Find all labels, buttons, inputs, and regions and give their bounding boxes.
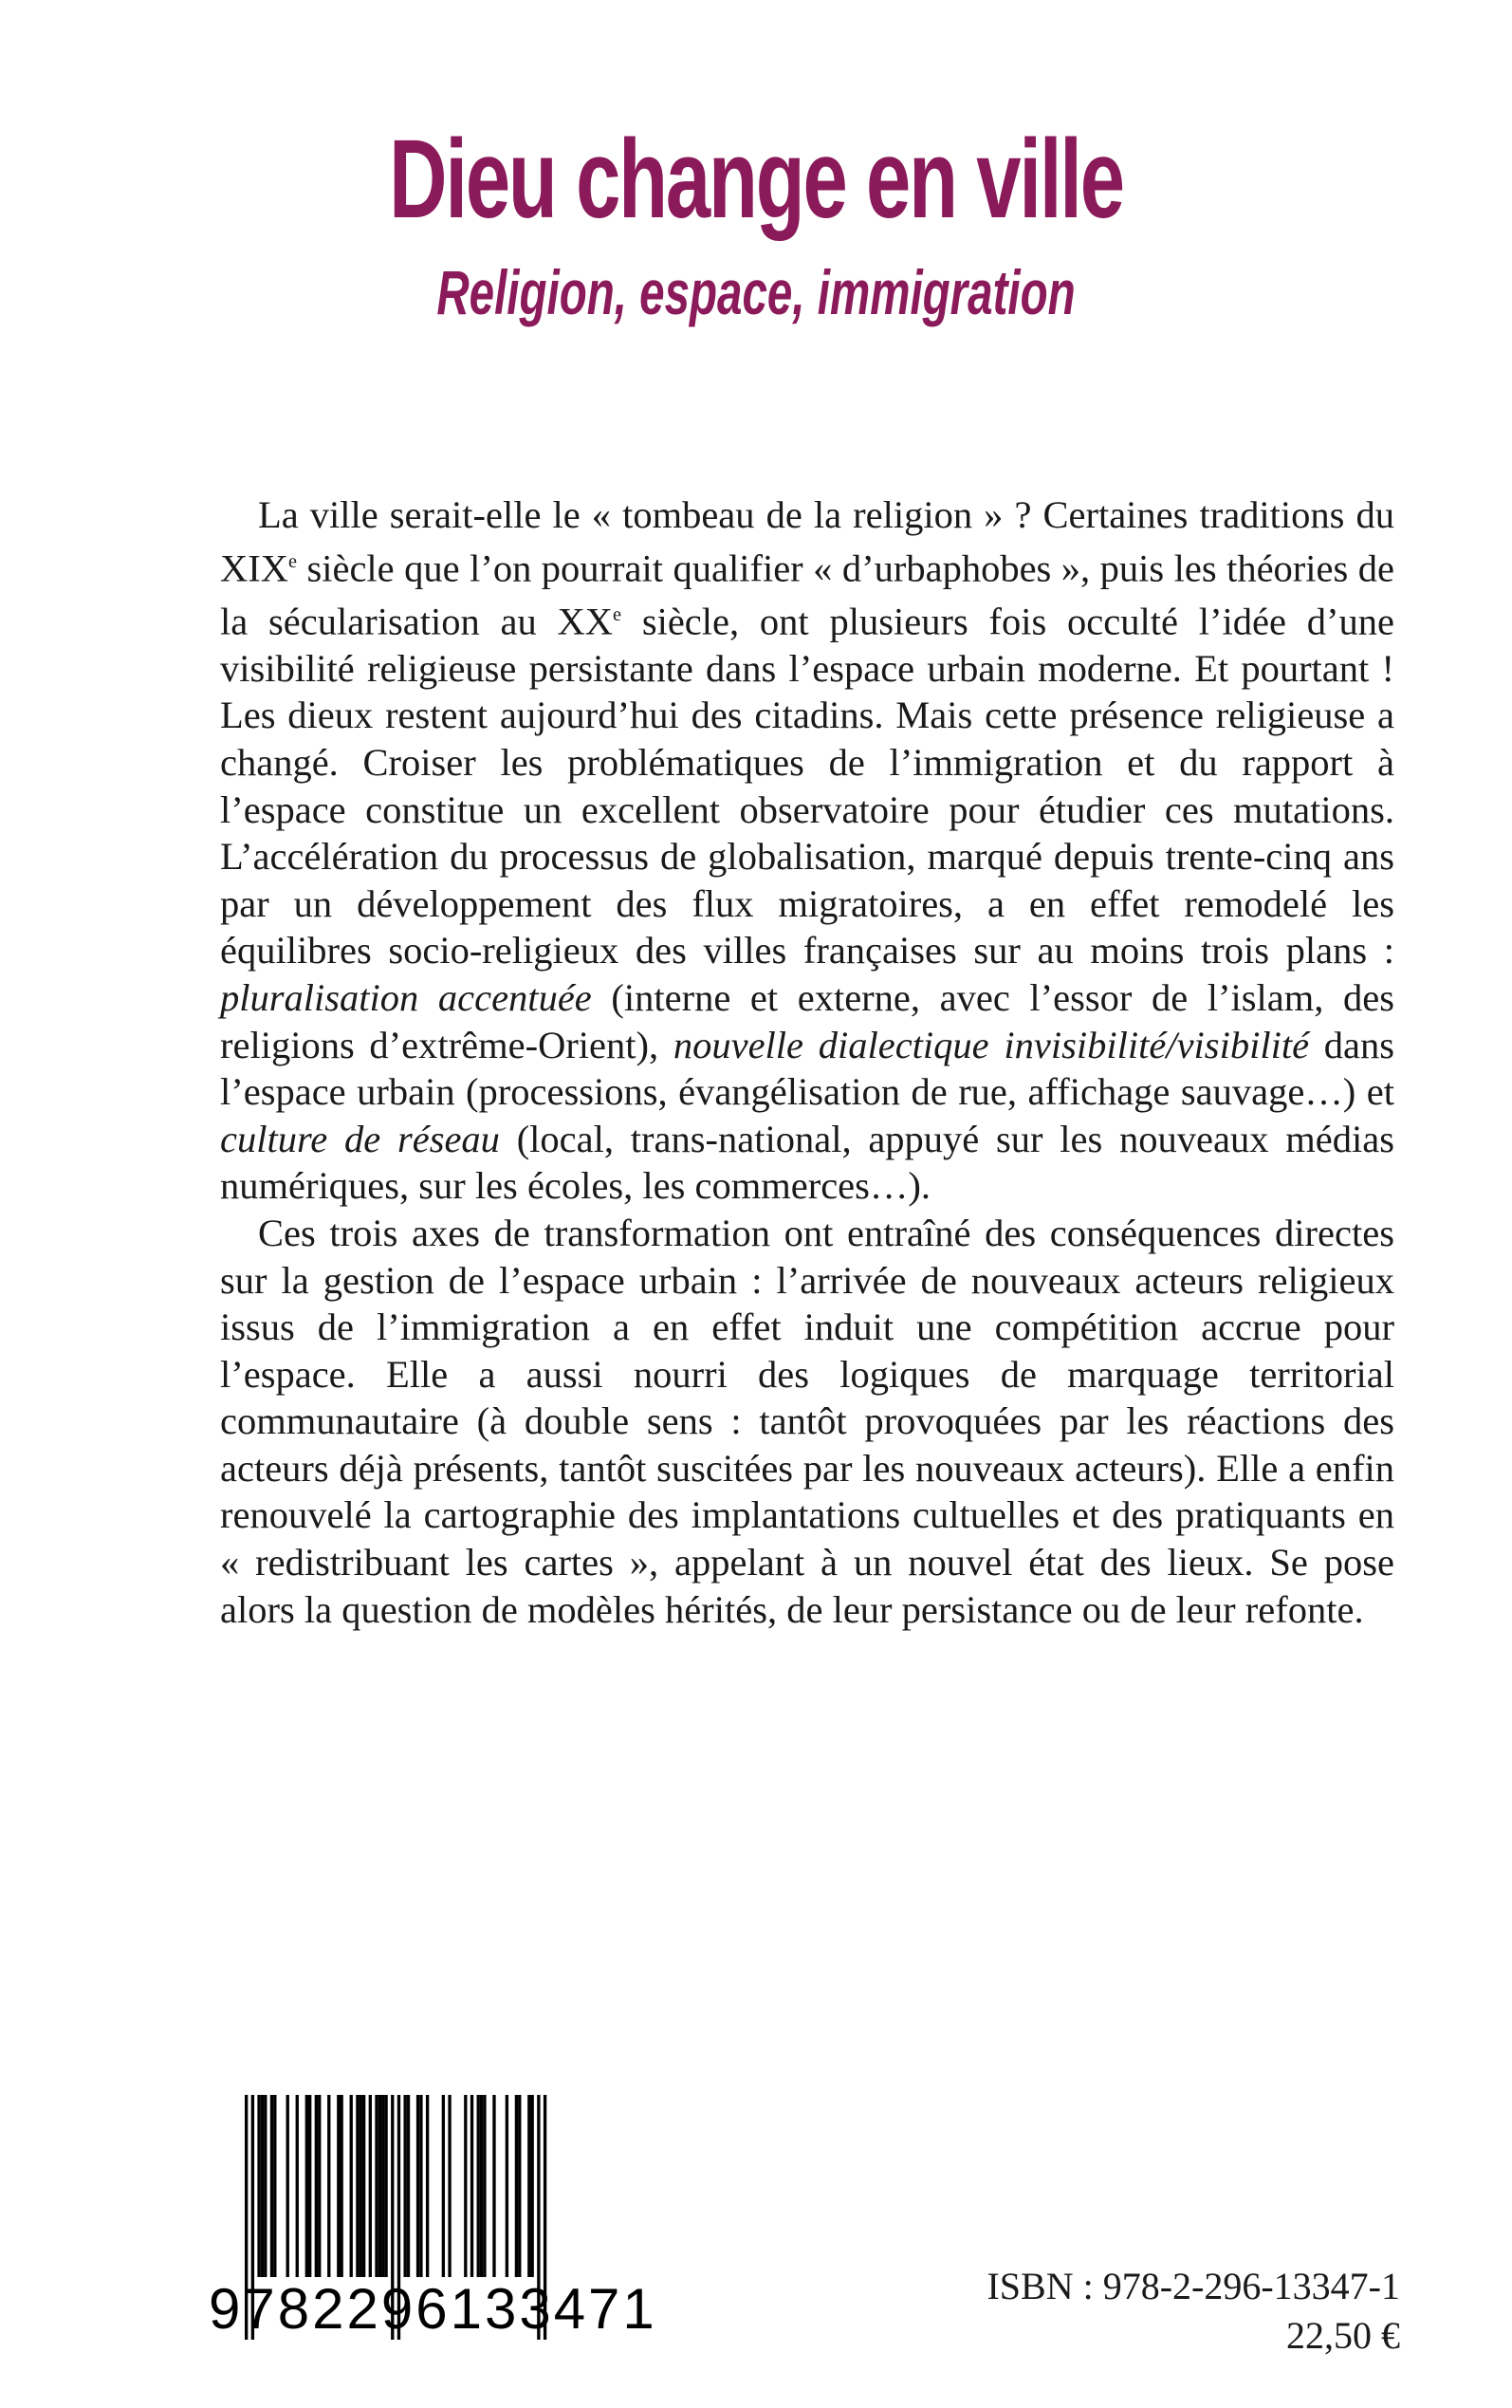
barcode-bar: [318, 2095, 321, 2277]
barcode-bar: [448, 2095, 451, 2277]
barcode-bar: [426, 2095, 429, 2277]
barcode-bar: [384, 2095, 387, 2277]
barcode-bar: [419, 2095, 422, 2277]
barcode-bar: [296, 2095, 299, 2277]
blurb-paragraph-2: Ces trois axes de transformation ont entraîné des conséquences directes sur la gestion de l’espace urbain : l’arrivée de nouveaux acteurs religieux issus de l’immigration a en effet induit une compétition accrue pour l’espace. Elle a aussi nourri des logiques de marquage territorial communautaire (à double sens : tantôt provoquées par les réactions des acteurs déjà présents, tantôt suscitées par les nouveaux acteurs). Elle a enfin renouvelé la cartographie des implantations cultuelles et des pratiquants en « redistribuant les cartes », appelant à un nouvel état des lieux. Se pose alors la question de modèles hérités, de leur persistance ou de leur refonte.: [220, 1211, 1394, 1631]
barcode-bar: [407, 2095, 410, 2277]
barcode-bar: [483, 2095, 486, 2277]
barcode-bar: [270, 2095, 273, 2277]
barcode-bar: [464, 2095, 467, 2277]
barcode-bar: [477, 2095, 480, 2277]
barcode-bar: [350, 2095, 353, 2277]
barcode-bar: [360, 2095, 362, 2277]
barcode-bar: [515, 2095, 518, 2277]
blurb-paragraph-1: La ville serait-elle le « tombeau de la religion » ? Certaines traditions du XIXe siècle que l’on pourrait qualifier « d’urbaphobes », puis les théories de la sécularisation au XXe siècle, ont plusieurs fois occulté l’idée d’une visibilité religieuse persistante dans l’espace urbain moderne. Et pourtant ! Les dieux restent aujourd’hui des citadins. Mais cette présence religieuse a changé. Croiser les problématiques de l’immigration et du rapport à l’espace constitue un excellent observatoire pour étudier ces mutations. L’accélération du processus de globalisation, marqué depuis trente-cinq ans par un développement des flux migratoires, a en effet remodelé les équilibres socio-religieux des villes françaises sur au moins trois plans : pluralisation accentuée (interne et externe, avec l’essor de l’islam, des religions d’extrême-Orient), nouvelle dialectique invisibilité/visibilité dans l’espace urbain (processions, évangélisation de rue, affichage sauvage…) et culture de réseau (local, trans-national, appuyé sur les nouveaux médias numériques, sur les écoles, les commerces…).: [220, 493, 1394, 1208]
barcode-bar: [375, 2095, 378, 2277]
barcode-bar: [286, 2095, 289, 2277]
barcode-bar: [381, 2095, 384, 2277]
barcode-digits: 9782296133471: [209, 2277, 657, 2341]
barcode-bar: [378, 2095, 381, 2277]
barcode-bar: [273, 2095, 276, 2277]
barcode-bar: [506, 2095, 508, 2277]
barcode-bar: [404, 2095, 407, 2277]
barcode-bar: [416, 2095, 419, 2277]
barcode-bar: [257, 2095, 260, 2277]
barcode-bar: [492, 2095, 495, 2277]
barcode-bar: [337, 2095, 340, 2277]
back-cover-blurb: [220, 491, 1394, 1633]
barcode-bar: [261, 2095, 264, 2277]
barcode-bar: [264, 2095, 267, 2277]
book-subtitle: Religion, espace, immigration: [436, 257, 1076, 327]
barcode-bar: [362, 2095, 365, 2277]
barcode-bar: [305, 2095, 308, 2277]
isbn-number: ISBN : 978-2-296-13347-1: [986, 2265, 1400, 2307]
book-title: Dieu change en ville: [389, 117, 1123, 242]
barcode-bar: [308, 2095, 311, 2277]
barcode-bar: [356, 2095, 359, 2277]
barcode-bar: [327, 2095, 330, 2277]
barcode-bar: [315, 2095, 318, 2277]
price: 22,50 €: [1286, 2314, 1400, 2357]
barcode-bar: [341, 2095, 343, 2277]
barcode-bar: [442, 2095, 445, 2277]
barcode-bar: [480, 2095, 483, 2277]
barcode-bar: [470, 2095, 473, 2277]
barcode-bar: [369, 2095, 372, 2277]
barcode-bar: [518, 2095, 521, 2277]
barcode-bar: [531, 2095, 534, 2277]
barcode-bar: [527, 2095, 530, 2277]
